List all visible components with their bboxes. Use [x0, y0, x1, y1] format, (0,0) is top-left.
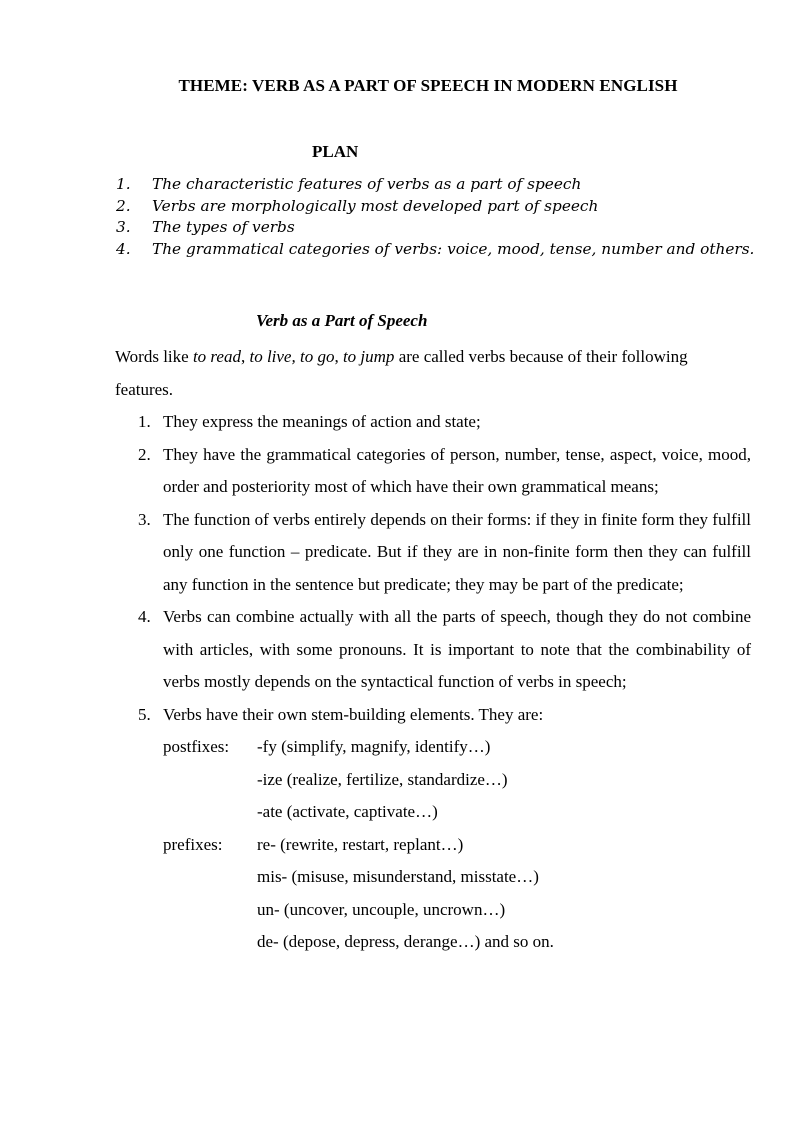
- postfix-example: -ize (realize, fertilize, standardize…): [257, 769, 508, 789]
- plan-item: [116, 239, 754, 261]
- feature-item-text: They express the meanings of action and state;: [163, 412, 481, 431]
- intro-suffix: are called verbs because of their following: [394, 347, 688, 366]
- postfix-row: [115, 796, 751, 829]
- feature-item: [115, 504, 751, 602]
- plan-item-number: 2.: [116, 196, 131, 215]
- feature-item-number: 4.: [138, 607, 151, 626]
- intro-line-2: features.: [115, 379, 174, 399]
- feature-item-text: They have the grammatical categories of person, number, tense, aspect, voice, mood, order and posteriority most of which have their own grammatical means;: [163, 444, 751, 496]
- feature-item-text: Verbs have their own stem-building elements. They are:: [163, 704, 544, 724]
- feature-item-text: The function of verbs entirely depends on their forms: if they in finite form they fulfill only one function – predicate. But if they are in non-finite form then they can fulfill any function in the sentence but predicate; they may be part of the predicate;: [163, 509, 751, 594]
- prefixes-label: prefixes:: [163, 834, 223, 854]
- intro-example: to jump: [342, 347, 395, 366]
- document-title: THEME: VERB AS A PART OF SPEECH IN MODERN ENGLISH: [178, 76, 678, 95]
- plan-heading: PLAN: [312, 142, 359, 161]
- plan-item: [116, 217, 754, 239]
- feature-list: [115, 406, 751, 731]
- intro-prefix: Words like: [115, 347, 193, 366]
- feature-item: [115, 699, 751, 732]
- intro-line-1: [115, 341, 751, 374]
- feature-item-text: Verbs can combine actually with all the parts of speech, though they do not combine with articles, with some pronouns. It is important to note that the combinability of verbs mostly depends on the syntactical function of verbs in speech;: [163, 607, 751, 691]
- prefix-row: [115, 829, 751, 862]
- prefix-example: de- (depose, depress, derange…) and so on.: [257, 932, 554, 951]
- feature-item-number: 1.: [138, 412, 151, 431]
- prefix-row: [115, 861, 751, 894]
- feature-item-number: 5.: [138, 704, 151, 724]
- prefix-example: re- (rewrite, restart, replant…): [257, 834, 464, 854]
- plan-item: [116, 196, 754, 218]
- postfixes-label: postfixes:: [163, 737, 230, 756]
- postfix-example: -ate (activate, captivate…): [257, 802, 438, 821]
- intro-example: to live, to go: [249, 347, 335, 366]
- feature-item: [115, 406, 751, 439]
- section-body: [115, 341, 751, 959]
- intro-separator: ,: [334, 347, 343, 366]
- section-heading: Verb as a Part of Speech: [256, 311, 428, 330]
- postfix-example: -fy (simplify, magnify, identify…): [257, 737, 491, 756]
- feature-item: [115, 439, 751, 504]
- plan-item-number: 3.: [116, 218, 131, 236]
- plan-item-text: The grammatical categories of verbs: voice, mood, tense, number and others.: [152, 239, 755, 258]
- feature-item-number: 3.: [138, 509, 151, 529]
- plan-item-text: The characteristic features of verbs as a part of speech: [152, 175, 582, 193]
- prefix-example: un- (uncover, uncouple, uncrown…): [257, 899, 506, 919]
- plan-item: [116, 174, 754, 196]
- intro-example: to read: [192, 347, 241, 366]
- plan-item-number: 4.: [116, 239, 131, 258]
- intro-separator: ,: [240, 347, 250, 366]
- plan-item-number: 1.: [116, 175, 131, 193]
- prefix-row: [115, 894, 751, 927]
- feature-item-number: 2.: [138, 444, 151, 464]
- postfix-row: [115, 764, 751, 797]
- plan-item-text: Verbs are morphologically most developed part of speech: [152, 196, 599, 215]
- stem-building-elements: [115, 731, 751, 959]
- prefix-row: [115, 926, 751, 959]
- postfix-row: [115, 731, 751, 764]
- prefix-example: mis- (misuse, misunderstand, misstate…): [257, 867, 539, 886]
- intro-paragraph: [115, 341, 751, 406]
- plan-list: [116, 174, 754, 260]
- plan-item-text: The types of verbs: [152, 218, 295, 236]
- feature-item: [115, 601, 751, 699]
